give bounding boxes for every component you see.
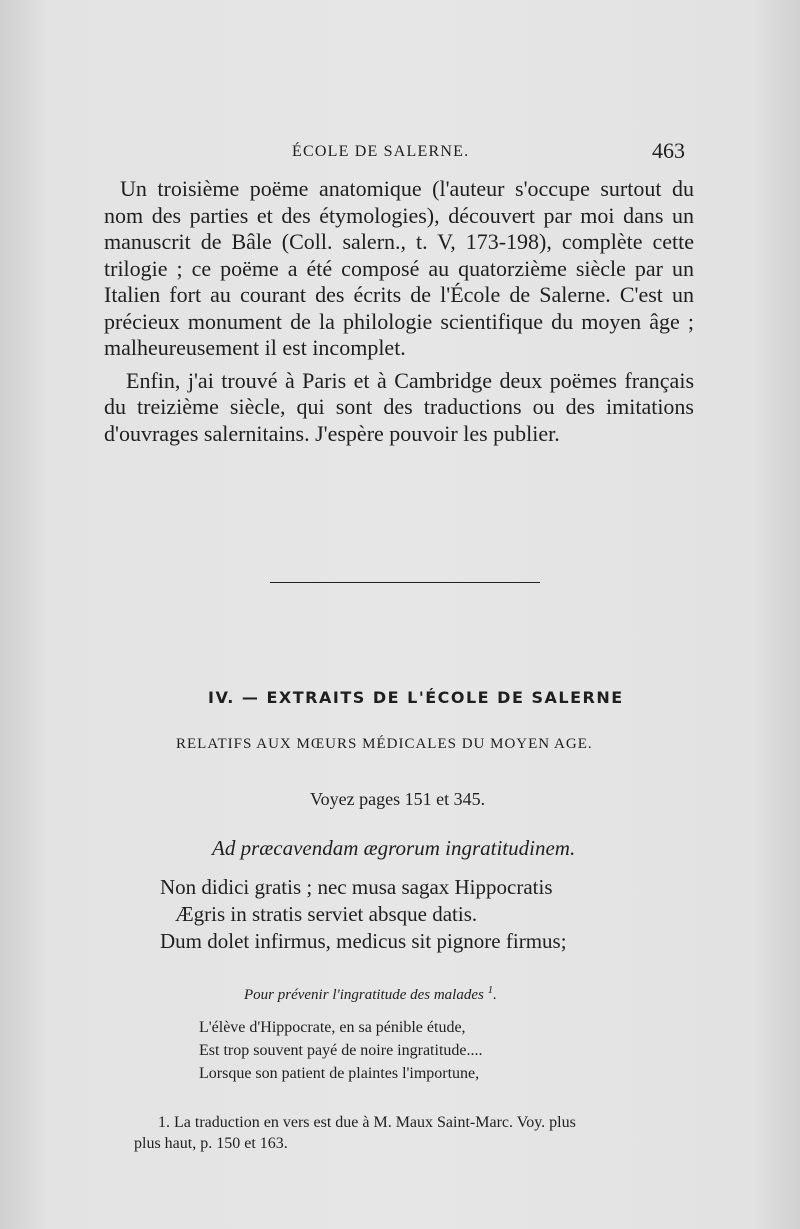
section-divider [270,582,540,583]
latin-verse [160,874,567,955]
section-subheading: RELATIFS AUX MŒURS MÉDICALES DU MOYEN AGE. [176,736,593,752]
section-heading: IV. — EXTRAITS DE L'ÉCOLE DE SALERNE [208,688,624,707]
page-reference: Voyez pages 151 et 345. [310,789,486,809]
verse-line: Dum dolet infirmus, medicus sit pignore firmus; [160,929,567,953]
french-verse [199,1016,482,1085]
verse-line: Lorsque son patient de plaintes l'importune, [199,1065,480,1082]
verse-line: L'élève d'Hippocrate, en sa pénible étude, [199,1019,466,1036]
footnote-line: 1. La traduction en vers est due à M. Maux Saint-Marc. Voy. plus [158,1114,576,1131]
page-header [100,138,685,166]
verse-line: Est trop souvent payé de noire ingratitude.... [199,1042,483,1059]
title-period: . [493,987,497,1003]
paragraph: Enfin, j'ai trouvé à Paris et à Cambridge deux poëmes français du treizième siècle, qui sont des traductions ou des imitations d'ouvrages salernitains. J'espère pouvoir les publier. [104,367,694,446]
french-title-text: Pour prévenir l'ingratitude des malades [244,987,484,1003]
verse-line: Ægris in stratis serviet absque datis. [175,902,478,926]
french-poem-title [244,984,497,1004]
footnote-line: plus haut, p. 150 et 163. [134,1135,288,1152]
running-title: ÉCOLE DE SALERNE. [292,143,470,160]
footnote-marker: 1 [487,984,494,996]
footnote [134,1112,726,1154]
page-number: 463 [652,138,685,163]
latin-poem-title: Ad præcavendam ægrorum ingratitudinem. [212,836,576,860]
body-text [104,176,694,453]
verse-line: Non didici gratis ; nec musa sagax Hippocratis [160,875,553,899]
paragraph: Un troisième poëme anatomique (l'auteur s'occupe surtout du nom des parties et des étymologies), découvert par moi dans un manuscrit de Bâle (Coll. salern., t. V, 173-198), complète cette trilogie ; ce poëme a été composé au quatorzième siècle par un Italien fort au courant des écrits de l'École de Salerne. C'est un précieux monument de la philologie scientifique du moyen âge ; malheureusement il est incomplet. [104,176,694,360]
